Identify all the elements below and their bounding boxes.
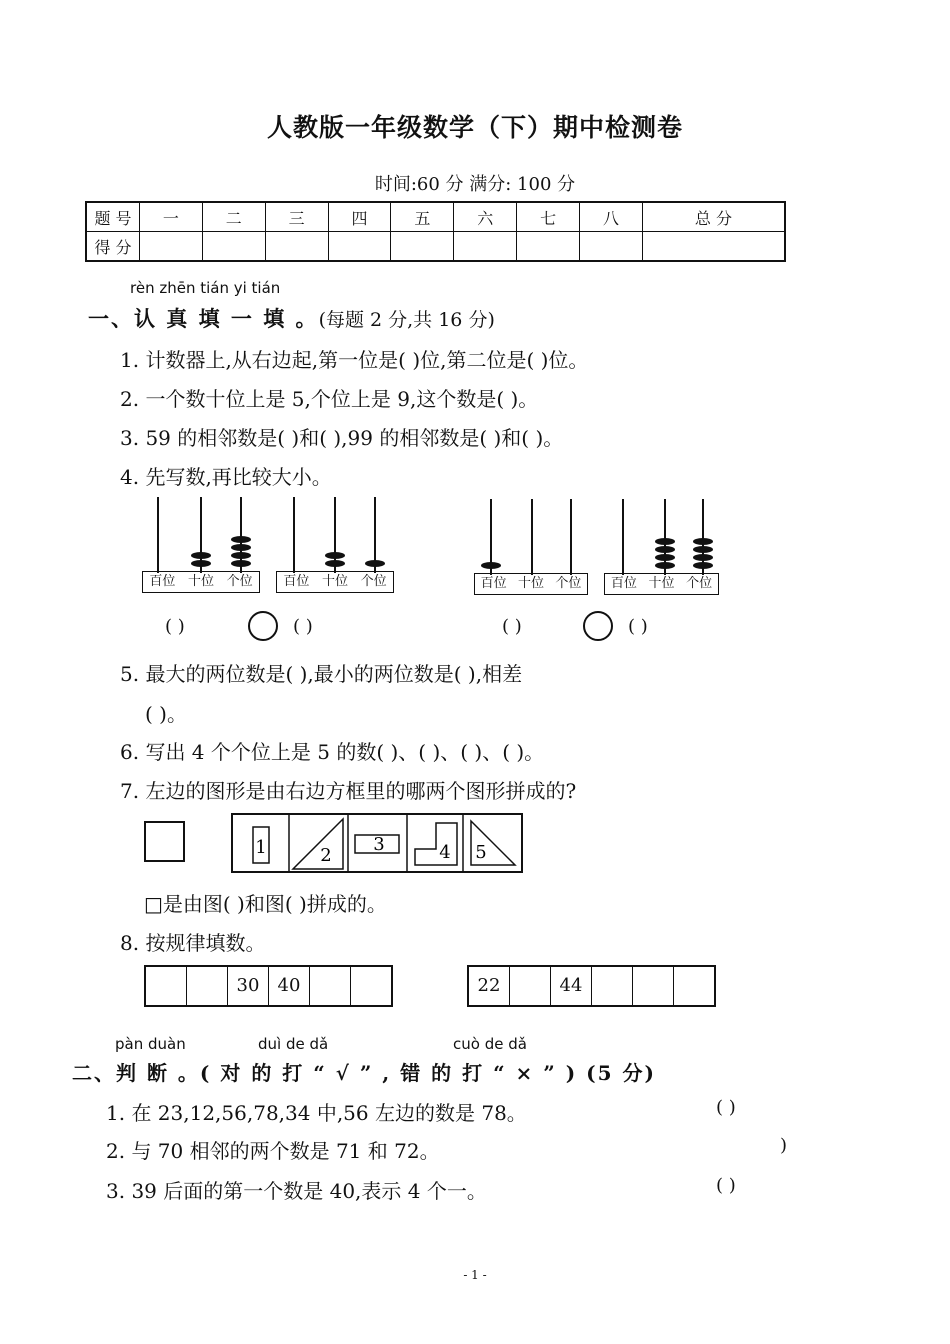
section1-heading: [88, 303, 495, 333]
shape-label: 5: [475, 842, 487, 863]
score-cell[interactable]: [642, 232, 785, 262]
question-2-1: 1. 在 23,12,56,78,34 中,56 左边的数是 78。: [106, 1101, 527, 1125]
abacus-bead: [231, 560, 251, 567]
answer-blank[interactable]: ): [780, 1135, 788, 1156]
header-cell: 八: [580, 202, 643, 232]
abacus-3: [474, 499, 588, 599]
header-cell: 六: [454, 202, 517, 232]
score-table-header-row: [86, 202, 785, 232]
header-cell: 二: [202, 202, 265, 232]
abacus-bead: [655, 554, 675, 561]
compare-blank[interactable]: ( ): [165, 616, 185, 637]
compare-blank[interactable]: ( ): [502, 616, 522, 637]
answer-blank[interactable]: ( ): [716, 1175, 736, 1196]
question-1-5-cont: ( )。: [145, 702, 187, 726]
abacus-bead: [231, 544, 251, 551]
question-1-3: 3. 59 的相邻数是( )和( ),99 的相邻数是( )和( )。: [120, 426, 564, 450]
sequence-cell[interactable]: [510, 967, 551, 1005]
sequence-cell: 40: [269, 967, 310, 1005]
sequence-cell[interactable]: [146, 967, 187, 1005]
section1-points: (每题 2 分,共 16 分): [318, 309, 495, 331]
header-cell: 总 分: [642, 202, 785, 232]
question-1-6: 6. 写出 4 个个位上是 5 的数( )、( )、( )、( )。: [120, 740, 545, 764]
score-cell[interactable]: [517, 232, 580, 262]
abacus-bead: [693, 538, 713, 545]
sequence-cell: 44: [551, 967, 592, 1005]
time-score-info: 时间:60 分 满分: 100 分: [374, 174, 576, 195]
header-cell: 一: [140, 202, 203, 232]
score-cell[interactable]: [140, 232, 203, 262]
header-cell: 七: [517, 202, 580, 232]
question-1-8: 8. 按规律填数。: [120, 931, 266, 955]
score-cell[interactable]: [391, 232, 454, 262]
question-1-7-answer: □是由图( )和图( )拼成的。: [144, 892, 387, 916]
question-1-7: 7. 左边的图形是由右边方框里的哪两个图形拼成的?: [120, 779, 577, 803]
score-cell[interactable]: [202, 232, 265, 262]
header-cell: 五: [391, 202, 454, 232]
abacus-bead: [655, 546, 675, 553]
abacus-bead: [693, 562, 713, 569]
score-cell[interactable]: [265, 232, 328, 262]
abacus-rod: [531, 499, 533, 575]
sequence-2: [467, 965, 716, 1007]
abacus-bead: [655, 538, 675, 545]
sequence-cell[interactable]: [633, 967, 674, 1005]
score-cell[interactable]: [328, 232, 391, 262]
abacus-bead: [693, 554, 713, 561]
abacus-plate: 百位 十位 个位: [142, 571, 260, 593]
question-1-4: 4. 先写数,再比较大小。: [120, 465, 332, 489]
sequence-cell[interactable]: [592, 967, 633, 1005]
header-cell: 三: [265, 202, 328, 232]
sequence-cell[interactable]: [351, 967, 391, 1005]
abacus-bead: [231, 536, 251, 543]
abacus-plate: 百位 十位 个位: [474, 573, 588, 595]
abacus-bead: [693, 546, 713, 553]
abacus-bead: [481, 562, 501, 569]
section2-pinyin: duì de dǎ: [258, 1035, 329, 1053]
question-1-1: 1. 计数器上,从右边起,第一位是( )位,第二位是( )位。: [120, 348, 589, 372]
abacus-bead: [325, 560, 345, 567]
sequence-1: [144, 965, 393, 1007]
shape-label: 3: [373, 834, 385, 855]
abacus-rod: [622, 499, 624, 575]
abacus-rod: [157, 497, 159, 573]
abacus-rod: [293, 497, 295, 573]
sequence-cell[interactable]: [310, 967, 351, 1005]
shape-label: 1: [255, 837, 267, 858]
header-cell: 四: [328, 202, 391, 232]
abacus-bead: [655, 562, 675, 569]
abacus-1: [142, 497, 260, 597]
answer-blank[interactable]: ( ): [716, 1097, 736, 1118]
page-title: 人教版一年级数学（下）期中检测卷: [266, 113, 683, 142]
shape-options: [231, 813, 523, 873]
abacus-bead: [325, 552, 345, 559]
question-1-5: 5. 最大的两位数是( ),最小的两位数是( ),相差: [120, 662, 523, 686]
section1-pinyin: rèn zhēn tián yi tián: [130, 279, 281, 297]
section2-heading: 二、判 断 。( 对 的 打 “ √ ” , 错 的 打 “ × ” ) (5 分): [72, 1061, 656, 1085]
compare-circle[interactable]: [248, 611, 278, 641]
abacus-rod: [570, 499, 572, 575]
abacus-2: [276, 497, 394, 597]
sequence-cell[interactable]: [674, 967, 714, 1005]
question-2-3: 3. 39 后面的第一个数是 40,表示 4 个一。: [106, 1179, 487, 1203]
abacus-bead: [191, 560, 211, 567]
row-label: 得 分: [86, 232, 140, 262]
score-cell[interactable]: [454, 232, 517, 262]
header-cell: 题 号: [86, 202, 140, 232]
compare-blank[interactable]: ( ): [293, 616, 313, 637]
abacus-bead: [191, 552, 211, 559]
abacus-bead: [231, 552, 251, 559]
compare-blank[interactable]: ( ): [628, 616, 648, 637]
score-cell[interactable]: [580, 232, 643, 262]
abacus-plate: 百位 十位 个位: [604, 573, 719, 595]
sequence-cell[interactable]: [187, 967, 228, 1005]
abacus-bead: [365, 560, 385, 567]
page-number: - 1 -: [463, 1268, 487, 1282]
sequence-cell: 30: [228, 967, 269, 1005]
abacus-plate: 百位 十位 个位: [276, 571, 394, 593]
shape-label: 4: [439, 842, 451, 863]
score-table: [85, 201, 786, 262]
section2-pinyin: cuò de dǎ: [453, 1035, 527, 1053]
compare-circle[interactable]: [583, 611, 613, 641]
question-2-2: 2. 与 70 相邻的两个数是 71 和 72。: [106, 1139, 440, 1163]
score-table-score-row: [86, 232, 785, 262]
question-1-2: 2. 一个数十位上是 5,个位上是 9,这个数是( )。: [120, 387, 539, 411]
sequence-cell: 22: [469, 967, 510, 1005]
section1-title: 一、认 真 填 一 填 。: [88, 306, 319, 331]
abacus-4: [604, 499, 719, 599]
section2-pinyin: pàn duàn: [115, 1035, 186, 1053]
shape-label: 2: [320, 845, 332, 866]
target-square: [144, 821, 185, 862]
